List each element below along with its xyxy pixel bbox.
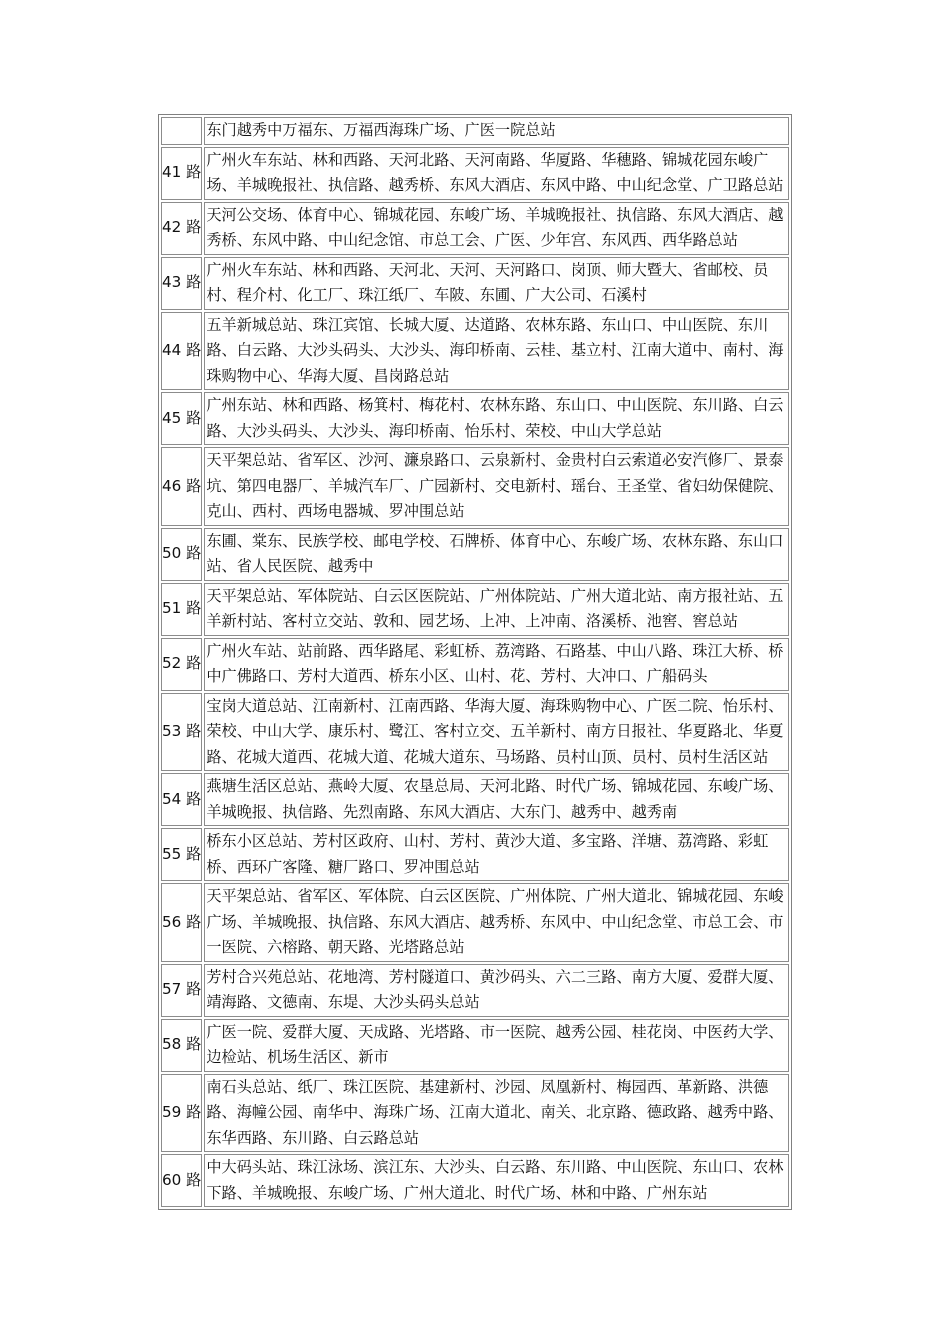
route-stops: 东圃、棠东、民族学校、邮电学校、石牌桥、体育中心、东峻广场、农林东路、东山口站、省人民医院、越秀中 bbox=[204, 528, 789, 581]
table-row bbox=[161, 1019, 789, 1072]
route-stops: 桥东小区总站、芳村区政府、山村、芳村、黄沙大道、多宝路、洋塘、荔湾路、彩虹桥、西环广客隆、糖厂路口、罗冲围总站 bbox=[204, 828, 789, 881]
route-number: 59 路 bbox=[161, 1074, 202, 1153]
route-stops: 天平架总站、军体院站、白云区医院站、广州体院站、广州大道北站、南方报社站、五羊新村站、客村立交站、敦和、园艺场、上冲、上冲南、洛溪桥、池窖、窖总站 bbox=[204, 583, 789, 636]
route-number: 44 路 bbox=[161, 312, 202, 391]
route-number: 55 路 bbox=[161, 828, 202, 881]
table-row bbox=[161, 312, 789, 391]
table-row bbox=[161, 828, 789, 881]
route-stops: 东门越秀中万福东、万福西海珠广场、广医一院总站 bbox=[204, 117, 789, 145]
route-number: 45 路 bbox=[161, 392, 202, 445]
route-number bbox=[161, 117, 202, 145]
table-row bbox=[161, 773, 789, 826]
route-number: 46 路 bbox=[161, 447, 202, 526]
table-row bbox=[161, 528, 789, 581]
route-number: 58 路 bbox=[161, 1019, 202, 1072]
table-row bbox=[161, 447, 789, 526]
route-stops: 南石头总站、纸厂、珠江医院、基建新村、沙园、凤凰新村、梅园西、革新路、洪德路、海幢公园、南华中、海珠广场、江南大道北、南关、北京路、德政路、越秀中路、东华西路、东川路、白云路总站 bbox=[204, 1074, 789, 1153]
route-number: 57 路 bbox=[161, 964, 202, 1017]
route-stops: 中大码头站、珠江泳场、滨江东、大沙头、白云路、东川路、中山医院、东山口、农林下路、羊城晚报、东峻广场、广州大道北、时代广场、林和中路、广州东站 bbox=[204, 1154, 789, 1207]
route-number: 51 路 bbox=[161, 583, 202, 636]
route-number: 42 路 bbox=[161, 202, 202, 255]
route-stops: 广州火车东站、林和西路、天河北、天河、天河路口、岗顶、师大暨大、省邮校、员村、程介村、化工厂、珠江纸厂、车陂、东圃、广大公司、石溪村 bbox=[204, 257, 789, 310]
route-stops: 天平架总站、省军区、沙河、濂泉路口、云泉新村、金贵村白云索道必安汽修厂、景泰坑、第四电器厂、羊城汽车厂、广园新村、交电新村、瑶台、王圣堂、省妇幼保健院、克山、西村、西场电器城、罗冲围总站 bbox=[204, 447, 789, 526]
route-stops: 宝岗大道总站、江南新村、江南西路、华海大厦、海珠购物中心、广医二院、怡乐村、荣校、中山大学、康乐村、鹭江、客村立交、五羊新村、南方日报社、华夏路北、华夏路、花城大道西、花城大道、花城大道东、马场路、员村山顶、员村、员村生活区站 bbox=[204, 693, 789, 772]
route-number: 60 路 bbox=[161, 1154, 202, 1207]
table-row bbox=[161, 202, 789, 255]
route-stops: 天平架总站、省军区、军体院、白云区医院、广州体院、广州大道北、锦城花园、东峻广场、羊城晚报、执信路、东风大酒店、越秀桥、东风中、中山纪念堂、市总工会、市一医院、六榕路、朝天路、光塔路总站 bbox=[204, 883, 789, 962]
route-number: 41 路 bbox=[161, 147, 202, 200]
route-stops: 天河公交场、体育中心、锦城花园、东峻广场、羊城晚报社、执信路、东风大酒店、越秀桥、东风中路、中山纪念馆、市总工会、广医、少年宫、东风西、西华路总站 bbox=[204, 202, 789, 255]
route-stops: 广州东站、林和西路、杨箕村、梅花村、农林东路、东山口、中山医院、东川路、白云路、大沙头码头、大沙头、海印桥南、怡乐村、荣校、中山大学总站 bbox=[204, 392, 789, 445]
route-number: 53 路 bbox=[161, 693, 202, 772]
table-row bbox=[161, 1154, 789, 1207]
table-row bbox=[161, 147, 789, 200]
table-row bbox=[161, 693, 789, 772]
table-row bbox=[161, 117, 789, 145]
route-number: 56 路 bbox=[161, 883, 202, 962]
table-row bbox=[161, 1074, 789, 1153]
route-number: 50 路 bbox=[161, 528, 202, 581]
route-stops: 广州火车站、站前路、西华路尾、彩虹桥、荔湾路、石路基、中山八路、珠江大桥、桥中广佛路口、芳村大道西、桥东小区、山村、花、芳村、大冲口、广船码头 bbox=[204, 638, 789, 691]
table-row bbox=[161, 583, 789, 636]
table-row bbox=[161, 392, 789, 445]
route-stops: 芳村合兴苑总站、花地湾、芳村隧道口、黄沙码头、六二三路、南方大厦、爱群大厦、靖海路、文德南、东堤、大沙头码头总站 bbox=[204, 964, 789, 1017]
table-row bbox=[161, 964, 789, 1017]
route-stops: 五羊新城总站、珠江宾馆、长城大厦、达道路、农林东路、东山口、中山医院、东川路、白云路、大沙头码头、大沙头、海印桥南、云桂、基立村、江南大道中、南村、海珠购物中心、华海大厦、昌岗路总站 bbox=[204, 312, 789, 391]
table-row bbox=[161, 638, 789, 691]
route-number: 43 路 bbox=[161, 257, 202, 310]
table-row bbox=[161, 883, 789, 962]
route-table-body bbox=[161, 117, 789, 1207]
bus-route-table bbox=[158, 114, 792, 1210]
route-stops: 燕塘生活区总站、燕岭大厦、农垦总局、天河北路、时代广场、锦城花园、东峻广场、羊城晚报、执信路、先烈南路、东风大酒店、大东门、越秀中、越秀南 bbox=[204, 773, 789, 826]
route-stops: 广州火车东站、林和西路、天河北路、天河南路、华厦路、华穗路、锦城花园东峻广场、羊城晚报社、执信路、越秀桥、东风大酒店、东风中路、中山纪念堂、广卫路总站 bbox=[204, 147, 789, 200]
route-stops: 广医一院、爱群大厦、天成路、光塔路、市一医院、越秀公园、桂花岗、中医药大学、边检站、机场生活区、新市 bbox=[204, 1019, 789, 1072]
route-number: 54 路 bbox=[161, 773, 202, 826]
table-row bbox=[161, 257, 789, 310]
route-number: 52 路 bbox=[161, 638, 202, 691]
